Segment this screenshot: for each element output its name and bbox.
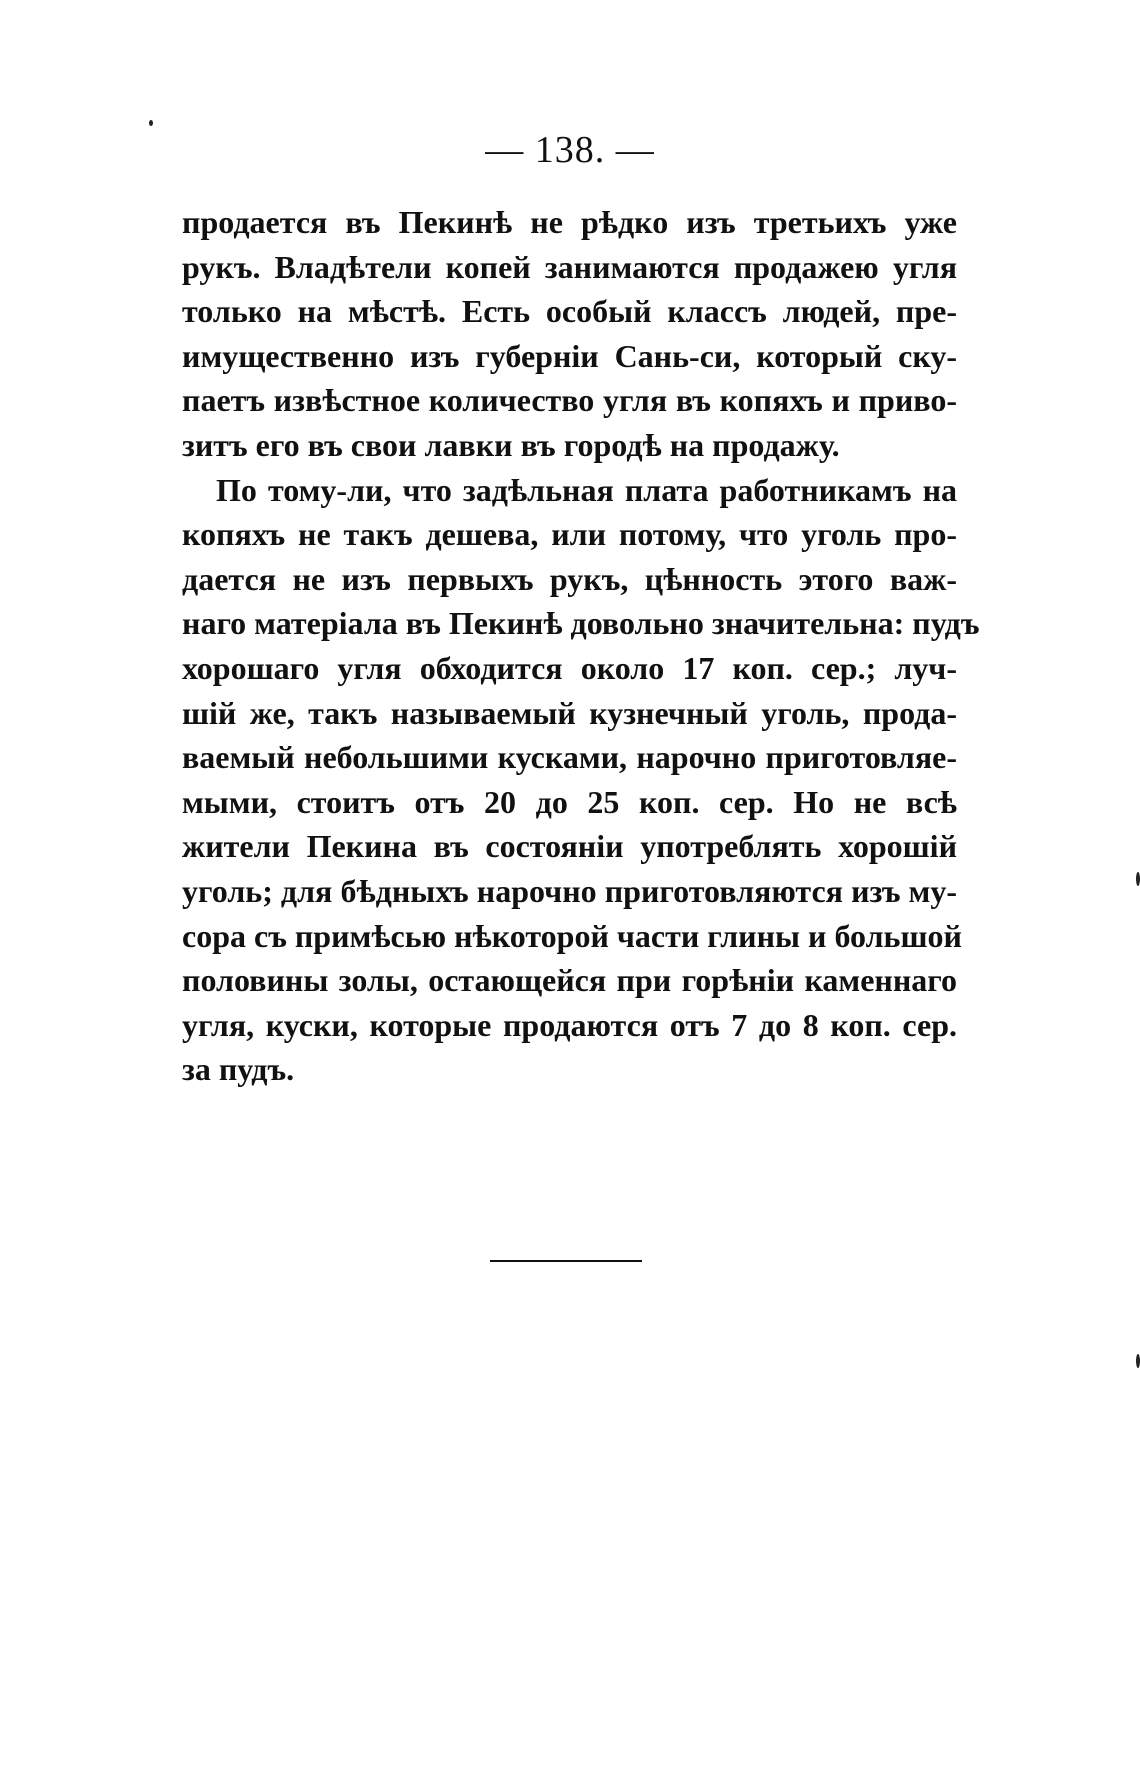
text-line: угля, куски, которые продаются отъ 7 до 8 коп. сер. — [182, 1006, 957, 1043]
print-speck — [1136, 872, 1140, 886]
print-speck — [1136, 1354, 1140, 1368]
text-line: сора съ примѣсью нѣкоторой части глины и большой — [182, 917, 962, 954]
print-speck — [149, 120, 153, 126]
paragraph-2 — [182, 468, 980, 1092]
text-line: за пудъ. — [182, 1051, 295, 1088]
text-line: имущественно изъ губерніи Сань-си, который ску- — [182, 337, 957, 374]
text-line: хорошаго угля обходится около 17 коп. сер.; луч- — [182, 649, 957, 686]
text-line: По тому-ли, что задѣльная плата работникамъ на — [216, 471, 957, 508]
text-line: половины золы, остающейся при горѣніи каменнаго — [182, 962, 957, 999]
text-line: продается въ Пекинѣ не рѣдко изъ третьихъ уже — [182, 204, 957, 240]
body-text — [182, 200, 980, 1092]
text-line: мыми, стоитъ отъ 20 до 25 коп. сер. Но не всѣ — [182, 783, 957, 820]
text-line: зитъ его въ свои лавки въ городѣ на продажу. — [182, 426, 840, 463]
page-number: — 138. — — [485, 129, 655, 171]
section-end-rule — [490, 1260, 642, 1262]
text-line: только на мѣстѣ. Есть особый классъ людей, пре- — [182, 293, 957, 330]
paragraph-1 — [182, 200, 957, 468]
text-line: паетъ извѣстное количество угля въ копяхъ и приво- — [182, 382, 957, 419]
text-line: шій же, такъ называемый кузнечный уголь, прода- — [182, 694, 957, 731]
text-line: уголь; для бѣдныхъ нарочно приготовляются изъ му- — [182, 872, 957, 909]
text-line: наго матеріала въ Пекинѣ довольно значительна: пудъ — [182, 605, 980, 642]
text-line: рукъ. Владѣтели копей занимаются продажею угля — [182, 248, 957, 285]
text-line: дается не изъ первыхъ рукъ, цѣнность этого важ- — [182, 560, 957, 597]
text-line: жители Пекина въ состояніи употреблять хорошій — [182, 828, 957, 865]
text-line: ваемый небольшими кусками, нарочно приготовляе- — [182, 739, 957, 776]
text-line: копяхъ не такъ дешева, или потому, что уголь про- — [182, 516, 957, 553]
